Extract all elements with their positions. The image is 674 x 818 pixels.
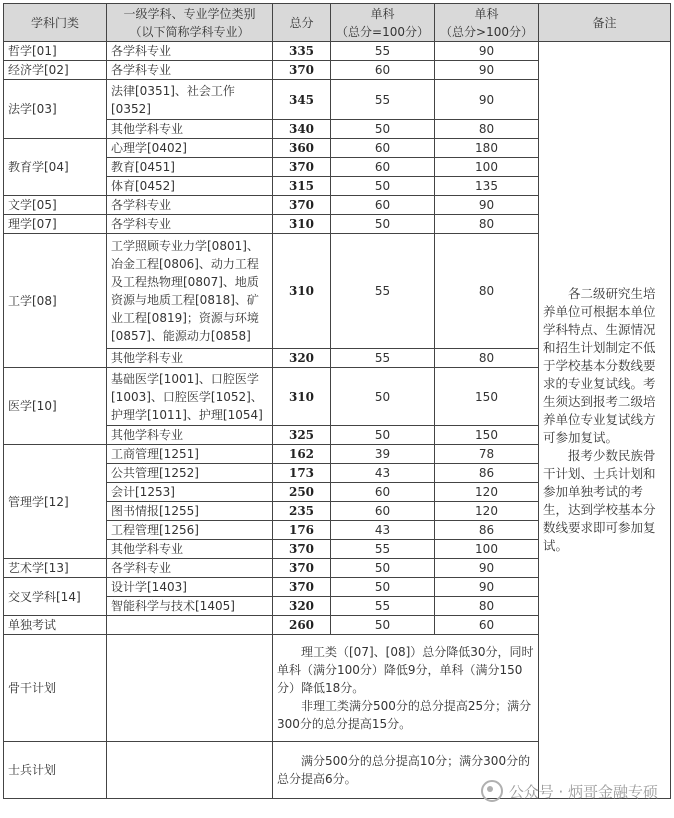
header-single-100-line1: 单科 — [370, 6, 395, 21]
policy-text-line: 非理工类满分500分的总分提高25分；满分300分的总分提高15分。 — [277, 699, 532, 731]
single-gt100-cell: 150 — [435, 426, 539, 445]
subject-cell — [107, 742, 273, 799]
single-gt100-cell: 100 — [435, 540, 539, 559]
header-single-100-line2: （总分=100分） — [336, 24, 429, 39]
total-cell: 370 — [273, 196, 331, 215]
single-gt100-cell: 150 — [435, 368, 539, 426]
header-single-gt100-line2: （总分>100分） — [440, 24, 533, 39]
category-cell: 单独考试 — [4, 616, 107, 635]
header-category: 学科门类 — [4, 4, 107, 42]
category-cell: 教育学[04] — [4, 139, 107, 196]
subject-cell: 各学科专业 — [107, 559, 273, 578]
total-cell: 173 — [273, 464, 331, 483]
subject-cell: 各学科专业 — [107, 215, 273, 234]
single-100-cell: 50 — [331, 120, 435, 139]
single-100-cell: 39 — [331, 445, 435, 464]
single-gt100-cell: 90 — [435, 559, 539, 578]
total-cell: 370 — [273, 578, 331, 597]
policy-text-line: 满分500分的总分提高10分；满分300分的总分提高6分。 — [277, 754, 531, 786]
category-cell: 管理学[12] — [4, 445, 107, 559]
single-100-cell: 60 — [331, 158, 435, 177]
single-100-cell: 50 — [331, 616, 435, 635]
single-gt100-cell: 120 — [435, 483, 539, 502]
subject-cell: 设计学[1403] — [107, 578, 273, 597]
category-cell: 法学[03] — [4, 80, 107, 139]
single-gt100-cell: 80 — [435, 120, 539, 139]
total-cell: 162 — [273, 445, 331, 464]
table-row — [4, 42, 671, 61]
header-single-gt100 — [435, 4, 539, 42]
subject-cell: 工商管理[1251] — [107, 445, 273, 464]
subject-cell: 其他学科专业 — [107, 540, 273, 559]
subject-cell — [107, 616, 273, 635]
category-cell: 文学[05] — [4, 196, 107, 215]
single-100-cell: 60 — [331, 483, 435, 502]
wechat-icon — [481, 780, 503, 802]
single-100-cell: 60 — [331, 61, 435, 80]
header-row — [4, 4, 671, 42]
total-cell: 310 — [273, 368, 331, 426]
category-cell: 交叉学科[14] — [4, 578, 107, 616]
subject-cell: 工学照顾专业力学[0801]、冶金工程[0806]、动力工程及工程热物理[0807]、地质资源与地质工程[0818]、矿业工程[0819]；资源与环境[0857]、能源动力[0858] — [107, 234, 273, 349]
subject-cell — [107, 635, 273, 742]
single-100-cell: 60 — [331, 502, 435, 521]
single-gt100-cell: 90 — [435, 61, 539, 80]
policy-text-line: 理工类（[07]、[08]）总分降低30分，同时单科（满分100分）降低9分，单科（满分150分）降低18分。 — [277, 645, 534, 695]
header-note: 备注 — [539, 4, 671, 42]
single-100-cell: 55 — [331, 349, 435, 368]
single-gt100-cell: 180 — [435, 139, 539, 158]
watermark — [481, 780, 658, 802]
subject-cell: 图书情报[1255] — [107, 502, 273, 521]
single-gt100-cell: 135 — [435, 177, 539, 196]
single-gt100-cell: 86 — [435, 464, 539, 483]
single-gt100-cell: 90 — [435, 578, 539, 597]
single-100-cell: 55 — [331, 597, 435, 616]
single-gt100-cell: 90 — [435, 196, 539, 215]
subject-cell: 各学科专业 — [107, 61, 273, 80]
total-cell: 320 — [273, 597, 331, 616]
category-cell: 理学[07] — [4, 215, 107, 234]
subject-cell: 教育[0451] — [107, 158, 273, 177]
single-100-cell: 55 — [331, 234, 435, 349]
header-subject — [107, 4, 273, 42]
category-cell: 医学[10] — [4, 368, 107, 445]
total-cell: 325 — [273, 426, 331, 445]
single-100-cell: 50 — [331, 426, 435, 445]
single-100-cell: 43 — [331, 464, 435, 483]
subject-cell: 各学科专业 — [107, 196, 273, 215]
single-gt100-cell: 90 — [435, 42, 539, 61]
subject-cell: 其他学科专业 — [107, 426, 273, 445]
single-gt100-cell: 80 — [435, 597, 539, 616]
single-gt100-cell: 80 — [435, 349, 539, 368]
watermark-text: 公众号 · 炳哥金融专硕 — [508, 782, 658, 801]
total-cell: 340 — [273, 120, 331, 139]
single-100-cell: 50 — [331, 215, 435, 234]
single-gt100-cell: 78 — [435, 445, 539, 464]
category-cell: 经济学[02] — [4, 61, 107, 80]
single-gt100-cell: 120 — [435, 502, 539, 521]
total-cell: 310 — [273, 234, 331, 349]
single-100-cell: 50 — [331, 368, 435, 426]
category-cell: 艺术学[13] — [4, 559, 107, 578]
note-paragraph-1: 各二级研究生培养单位可根据本单位学科特点、生源情况和招生计划制定不低于学校基本分数线要求的专业复试线。考生须达到报考二级培养单位专业复试线方可参加复试。 — [543, 286, 656, 445]
single-100-cell: 43 — [331, 521, 435, 540]
single-100-cell: 55 — [331, 80, 435, 120]
header-total: 总分 — [273, 4, 331, 42]
total-cell: 370 — [273, 540, 331, 559]
total-cell: 260 — [273, 616, 331, 635]
policy-text-cell — [273, 635, 539, 742]
single-gt100-cell: 90 — [435, 80, 539, 120]
category-cell: 哲学[01] — [4, 42, 107, 61]
subject-cell: 其他学科专业 — [107, 120, 273, 139]
subject-cell: 公共管理[1252] — [107, 464, 273, 483]
subject-cell: 心理学[0402] — [107, 139, 273, 158]
single-100-cell: 55 — [331, 540, 435, 559]
single-100-cell: 50 — [331, 559, 435, 578]
category-cell: 工学[08] — [4, 234, 107, 368]
single-gt100-cell: 80 — [435, 215, 539, 234]
subject-cell: 其他学科专业 — [107, 349, 273, 368]
total-cell: 370 — [273, 61, 331, 80]
single-gt100-cell: 100 — [435, 158, 539, 177]
total-cell: 345 — [273, 80, 331, 120]
subject-cell: 各学科专业 — [107, 42, 273, 61]
total-cell: 335 — [273, 42, 331, 61]
header-single-gt100-line1: 单科 — [474, 6, 499, 21]
total-cell: 360 — [273, 139, 331, 158]
total-cell: 315 — [273, 177, 331, 196]
total-cell: 370 — [273, 559, 331, 578]
total-cell: 320 — [273, 349, 331, 368]
single-100-cell: 50 — [331, 578, 435, 597]
total-cell: 176 — [273, 521, 331, 540]
single-100-cell: 55 — [331, 42, 435, 61]
single-gt100-cell: 80 — [435, 234, 539, 349]
single-100-cell: 60 — [331, 196, 435, 215]
subject-cell: 法律[0351]、社会工作[0352] — [107, 80, 273, 120]
total-cell: 235 — [273, 502, 331, 521]
category-cell: 骨干计划 — [4, 635, 107, 742]
total-cell: 310 — [273, 215, 331, 234]
total-cell: 250 — [273, 483, 331, 502]
single-100-cell: 60 — [331, 139, 435, 158]
subject-cell: 体育[0452] — [107, 177, 273, 196]
note-cell — [539, 42, 671, 799]
single-100-cell: 50 — [331, 177, 435, 196]
subject-cell: 智能科学与技术[1405] — [107, 597, 273, 616]
subject-cell: 基础医学[1001]、口腔医学[1003]、口腔医学[1052]、护理学[1011]、护理[1054] — [107, 368, 273, 426]
subject-cell: 工程管理[1256] — [107, 521, 273, 540]
header-single-100 — [331, 4, 435, 42]
header-subject-line1: 一级学科、专业学位类别 — [123, 6, 256, 21]
total-cell: 370 — [273, 158, 331, 177]
score-table — [3, 3, 671, 799]
single-gt100-cell: 60 — [435, 616, 539, 635]
category-cell: 士兵计划 — [4, 742, 107, 799]
note-paragraph-2: 报考少数民族骨干计划、士兵计划和参加单独考试的考生，达到学校基本分数线要求即可参加复试。 — [543, 448, 656, 553]
subject-cell: 会计[1253] — [107, 483, 273, 502]
header-subject-line2: （以下简称学科专业） — [129, 24, 250, 39]
single-gt100-cell: 86 — [435, 521, 539, 540]
